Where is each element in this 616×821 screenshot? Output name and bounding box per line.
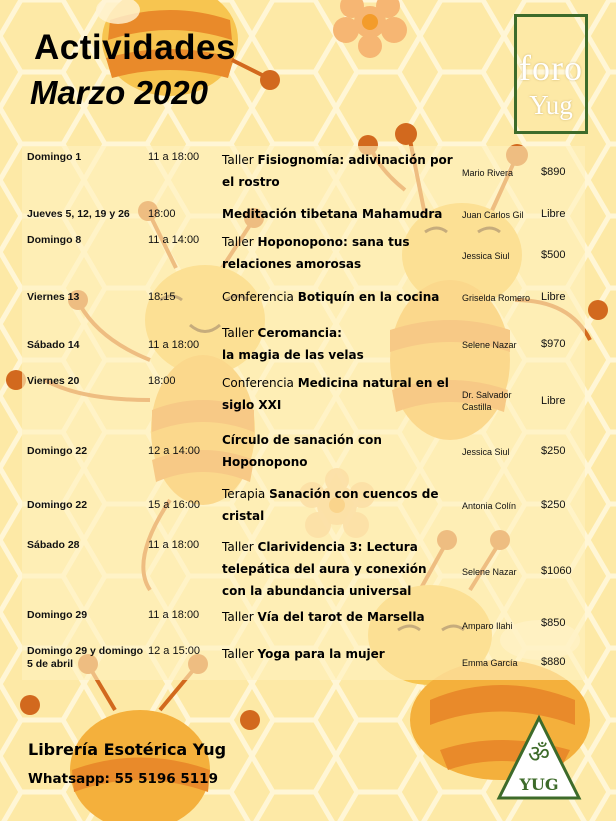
event-title: [222, 429, 454, 473]
event-day: Domingo 29: [27, 609, 88, 621]
event-price: $970: [541, 338, 566, 350]
event-day: Sábado 14: [27, 339, 80, 351]
event-title: [222, 322, 454, 366]
event-name: Círculo de sanación con Hoponopono: [222, 433, 382, 469]
event-time: 12 a 15:00: [148, 645, 200, 657]
event-type: Taller: [222, 540, 254, 554]
event-time: 11 a 18:00: [148, 339, 200, 351]
event-title: [222, 203, 454, 225]
event-type: Conferencia: [222, 290, 294, 304]
event-price: Libre: [541, 291, 566, 303]
yug-triangle-logo: [496, 714, 582, 802]
event-day: Sábado 28: [27, 539, 80, 551]
event-host: Jessica Siul: [462, 447, 510, 457]
event-day: Domingo 1: [27, 151, 82, 163]
event-name: Sanación con cuencos de cristal: [222, 487, 439, 523]
event-host: Griselda Romero: [462, 293, 531, 303]
event-type: Taller: [222, 235, 254, 249]
event-day: Domingo 22: [27, 499, 88, 511]
event-host: Amparo Ilahi: [462, 621, 513, 631]
event-time: 11 a 18:00: [148, 151, 200, 163]
event-name: Medicina natural en el siglo XXI: [222, 376, 449, 412]
yug-logo-text: YUG: [519, 775, 559, 794]
event-price: $1060: [541, 565, 572, 577]
event-name: Clarividencia 3: Lectura telepática del aura y conexión con la abundancia universal: [222, 540, 427, 598]
event-name: Meditación tibetana Mahamudra: [222, 207, 443, 221]
event-time: 12 a 14:00: [148, 445, 200, 457]
event-title: [222, 643, 454, 665]
event-day: Domingo 29 y domingo 5 de abril: [27, 645, 144, 670]
event-title: [222, 536, 454, 602]
event-host: Antonia Colín: [462, 501, 517, 511]
event-time: 18:15: [148, 291, 176, 303]
event-title: [222, 231, 454, 275]
event-title: [222, 286, 454, 308]
event-name: Hoponopono: sana tus relaciones amorosas: [222, 235, 410, 271]
event-price: $250: [541, 499, 566, 511]
event-name: Vía del tarot de Marsella: [257, 610, 425, 624]
event-name: Ceromancia:: [257, 326, 342, 340]
event-host: Selene Nazar: [462, 340, 517, 350]
store-name: Librería Esotérica Yug: [28, 740, 227, 759]
event-time: 18:00: [148, 375, 176, 387]
event-time: 11 a 18:00: [148, 609, 200, 621]
event-title: [222, 483, 454, 527]
event-name: Yoga para la mujer: [257, 647, 385, 661]
whatsapp-number: Whatsapp: 55 5196 5119: [28, 771, 218, 787]
event-day: Viernes 13: [27, 291, 80, 303]
event-time: 11 a 14:00: [148, 234, 200, 246]
page-title: Actividades: [34, 28, 236, 67]
event-title: [222, 372, 454, 416]
event-day: Viernes 20: [27, 375, 80, 387]
event-day: Domingo 22: [27, 445, 88, 457]
event-time: 15 a 16:00: [148, 499, 200, 511]
event-type: Taller: [222, 326, 254, 340]
om-symbol-icon: ॐ: [528, 740, 550, 768]
event-day: Domingo 8: [27, 234, 82, 246]
event-name: Fisiognomía: adivinación por el rostro: [222, 153, 453, 189]
event-host: Emma García: [462, 658, 518, 668]
event-host: Dr. Salvador Castilla: [462, 390, 512, 412]
event-price: Libre: [541, 395, 566, 407]
event-type: Taller: [222, 610, 254, 624]
event-host: Juan Carlos Gil: [462, 210, 524, 220]
event-price: $850: [541, 617, 566, 629]
event-host: Jessica Siul: [462, 251, 510, 261]
event-type: Taller: [222, 647, 254, 661]
event-host: Mario Rivera: [462, 168, 514, 178]
event-price: $500: [541, 249, 566, 261]
event-host: Selene Nazar: [462, 567, 517, 577]
logo-word-yug: Yug: [529, 90, 573, 120]
event-type: Terapia: [222, 487, 266, 501]
event-title: [222, 606, 454, 628]
event-name-line2: la magia de las velas: [222, 348, 364, 362]
event-price: $890: [541, 166, 566, 178]
event-type: Taller: [222, 153, 254, 167]
page-subtitle: Marzo 2020: [30, 74, 208, 111]
event-day: Jueves 5, 12, 19 y 26: [27, 208, 130, 220]
event-time: 11 a 18:00: [148, 539, 200, 551]
event-title: [222, 149, 454, 193]
event-name: Botiquín en la cocina: [297, 290, 440, 304]
logo-word-foro: foro: [519, 48, 583, 88]
event-price: Libre: [541, 208, 566, 220]
event-time: 18:00: [148, 208, 176, 220]
event-price: $250: [541, 445, 566, 457]
event-type: Conferencia: [222, 376, 294, 390]
event-price: $880: [541, 656, 566, 668]
